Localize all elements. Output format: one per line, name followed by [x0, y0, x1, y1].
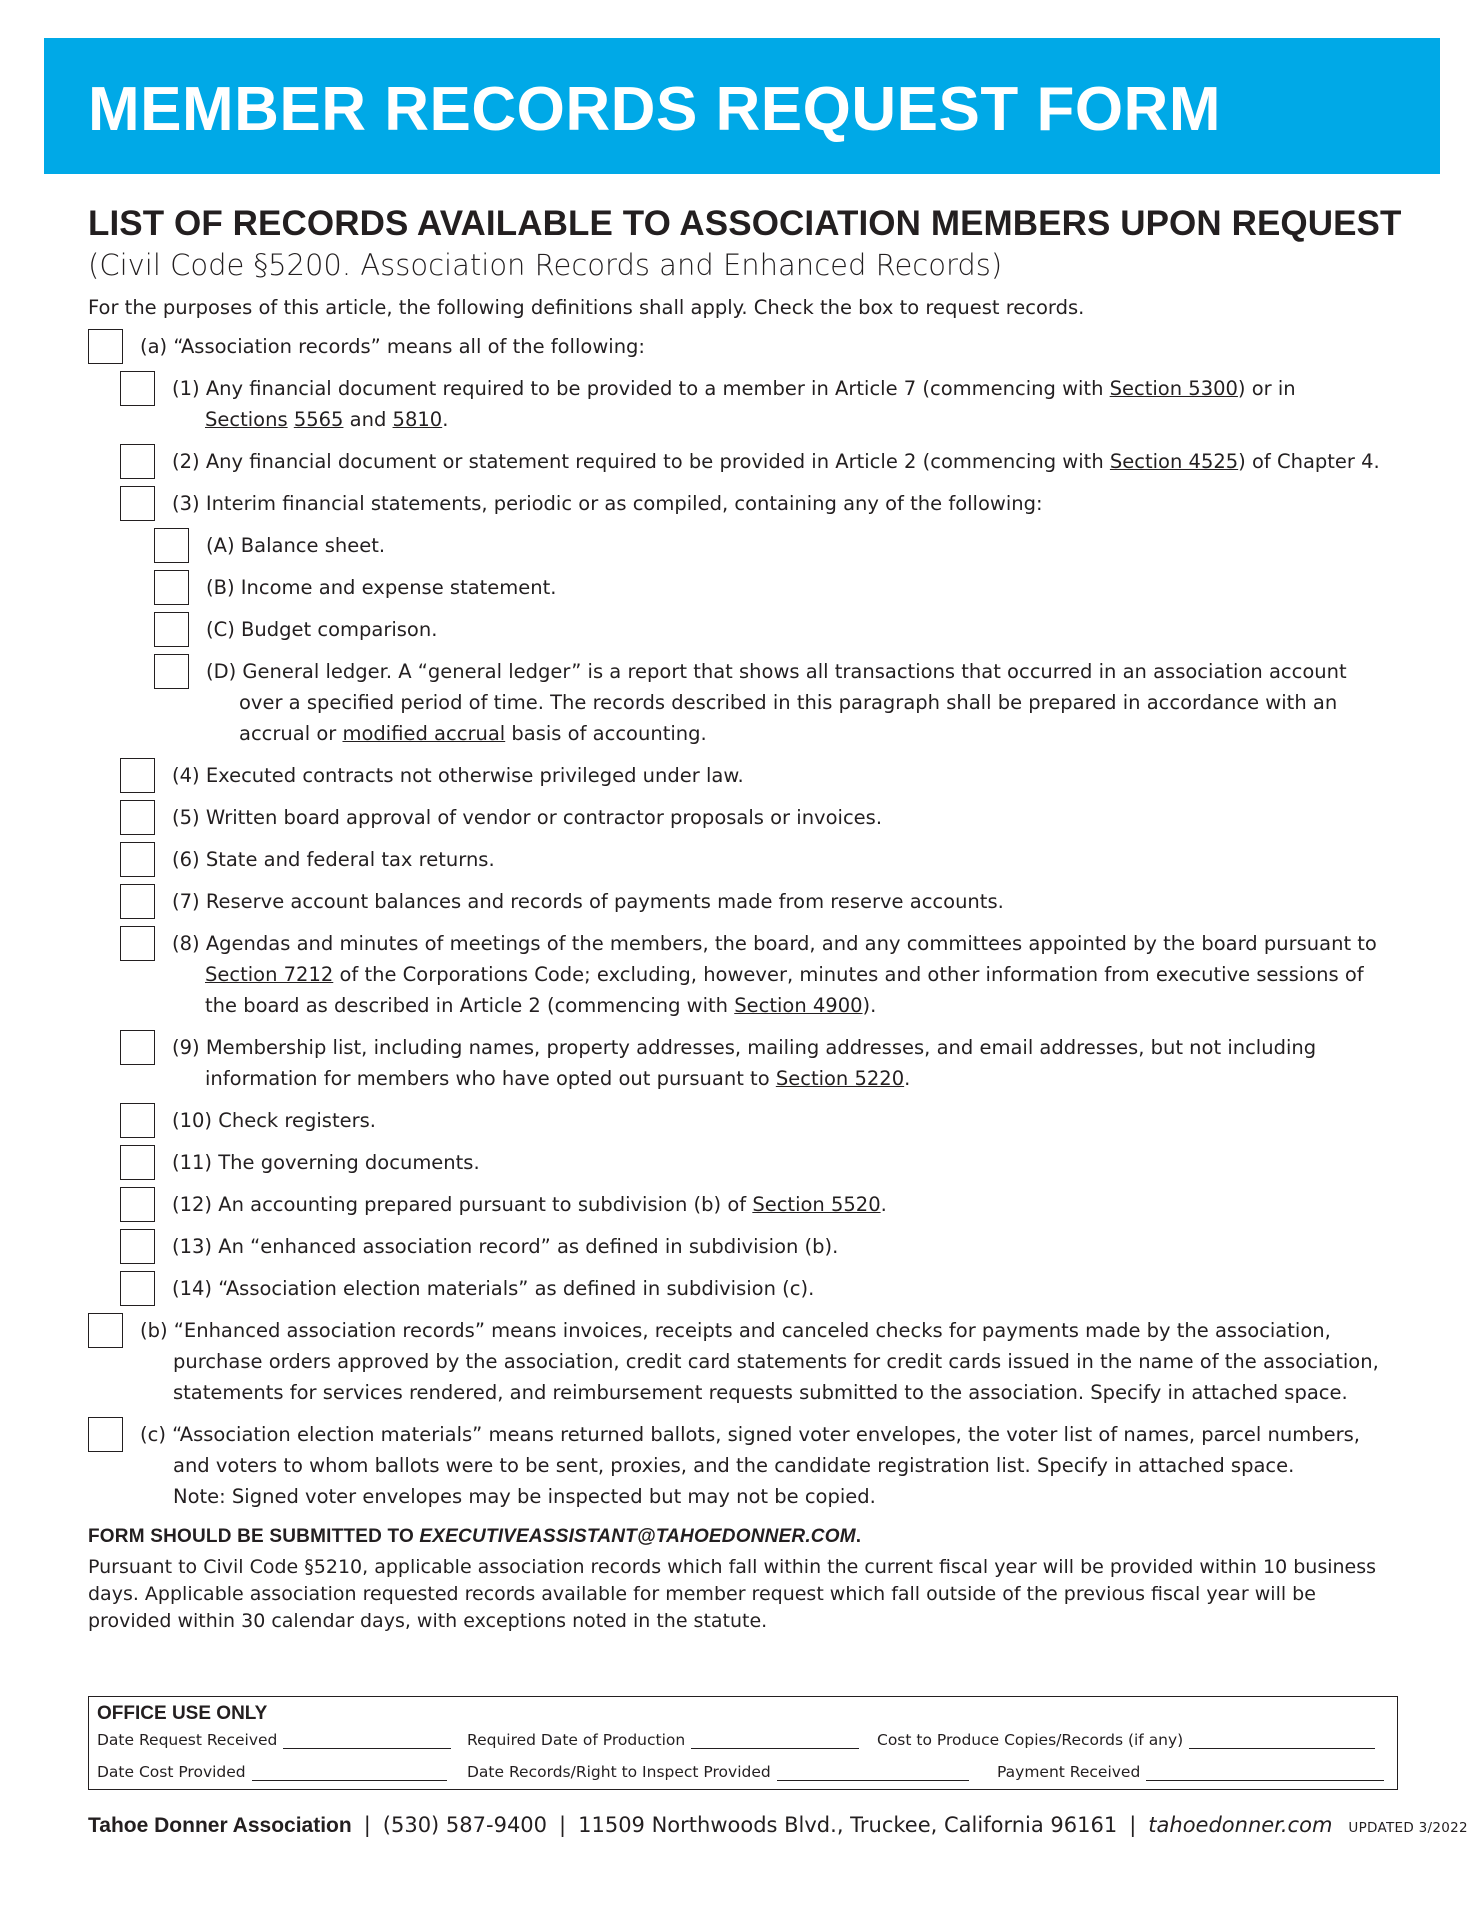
date-request-received-line[interactable] — [283, 1734, 451, 1749]
footer-divider-3: | — [1129, 1813, 1137, 1837]
item-a10 — [120, 1105, 1408, 1136]
item-a4 — [120, 760, 1408, 791]
list-heading: LIST OF RECORDS AVAILABLE TO ASSOCIATION MEMBERS UPON REQUEST — [88, 204, 1402, 243]
checkbox-a12[interactable] — [120, 1187, 155, 1222]
footer-address: 11509 Northwoods Blvd., Truckee, California 96161 — [578, 1813, 1118, 1837]
item-a13-text: (13) An “enhanced association record” as defined in subdivision (b). — [172, 1235, 839, 1258]
link-section-5220[interactable]: Section 5220 — [775, 1067, 905, 1090]
item-a2-line1 — [172, 446, 1408, 477]
item-b-line1: (b) “Enhanced association records” means invoices, receipts and canceled checks for payments made by the association, — [140, 1319, 1331, 1342]
item-a-text: (a) “Association records” means all of the following: — [140, 335, 646, 358]
intro-text: For the purposes of this article, the following definitions shall apply. Check the box to request records. — [88, 296, 1085, 319]
item-a8-line1: (8) Agendas and minutes of meetings of the members, the board, and any committees appointed by the board pursuant to — [172, 932, 1377, 955]
link-section-5565[interactable]: 5565 — [293, 408, 344, 431]
item-a8-text-end: ). — [862, 994, 877, 1017]
item-a3D — [154, 656, 1408, 749]
link-section-5520[interactable]: Section 5520 — [752, 1193, 881, 1216]
item-c — [88, 1419, 1408, 1512]
item-a9 — [120, 1032, 1408, 1094]
item-a6-text: (6) State and federal tax returns. — [172, 848, 495, 871]
item-a1-text-end: ) or in — [1237, 377, 1296, 400]
item-a12-text: (12) An accounting prepared pursuant to subdivision (b) of — [172, 1193, 753, 1216]
form-content — [88, 204, 1408, 1635]
checkbox-a3C[interactable] — [154, 612, 189, 647]
checkbox-a[interactable] — [88, 329, 123, 364]
form-title: MEMBER RECORDS REQUEST FORM — [88, 75, 1221, 144]
submit-body-line3: provided within 30 calendar days, with exceptions noted in the statute. — [88, 1610, 768, 1632]
item-a3B-text: (B) Income and expense statement. — [206, 576, 557, 599]
list-subheading: (Civil Code §5200. Association Records and Enhanced Records) — [88, 248, 1003, 282]
item-a — [88, 331, 1408, 362]
item-c-line3: Note: Signed voter envelopes may be inspected but may not be copied. — [173, 1485, 876, 1508]
item-a8 — [120, 928, 1408, 1021]
cost-to-produce-field[interactable] — [877, 1731, 1375, 1749]
item-a3B — [154, 572, 1408, 603]
link-section-4525[interactable]: Section 4525 — [1109, 450, 1239, 473]
required-date-field[interactable] — [467, 1731, 859, 1749]
submit-body-line2: days. Applicable association requested records available for member request which fall outside of the previous fiscal year will be — [88, 1583, 1316, 1605]
footer-phone: (530) 587-9400 — [382, 1813, 548, 1837]
date-cost-provided-label: Date Cost Provided — [97, 1763, 246, 1781]
date-request-received-label: Date Request Received — [97, 1731, 278, 1749]
submit-heading — [88, 1526, 1408, 1548]
checkbox-c[interactable] — [88, 1417, 123, 1452]
item-c-line2: and voters to whom ballots were to be sent, proxies, and the candidate registration list. Specify in attached space. — [173, 1454, 1295, 1477]
submit-email-link[interactable]: EXECUTIVEASSISTANT@TAHOEDONNER.COM — [419, 1526, 856, 1547]
item-a1-period: . — [442, 408, 449, 431]
cost-to-produce-line[interactable] — [1189, 1734, 1375, 1749]
item-a4-text: (4) Executed contracts not otherwise privileged under law. — [172, 764, 744, 787]
link-section-4900[interactable]: Section 4900 — [734, 994, 863, 1017]
required-date-label: Required Date of Production — [467, 1731, 686, 1749]
item-a7 — [120, 886, 1408, 917]
office-use-box — [88, 1696, 1398, 1790]
submit-body — [88, 1554, 1408, 1635]
checkbox-a9[interactable] — [120, 1030, 155, 1065]
item-a1 — [120, 373, 1408, 435]
item-a10-text: (10) Check registers. — [172, 1109, 376, 1132]
item-a8-line2 — [172, 959, 1408, 990]
checkbox-a13[interactable] — [120, 1229, 155, 1264]
item-a1-line1 — [172, 373, 1408, 404]
item-b — [88, 1315, 1408, 1408]
payment-received-field[interactable] — [997, 1763, 1384, 1781]
submit-heading-text: FORM SHOULD BE SUBMITTED TO — [88, 1526, 420, 1547]
item-a1-text: (1) Any financial document required to be provided to a member in Article 7 (commencing with — [172, 377, 1110, 400]
checkbox-a8[interactable] — [120, 926, 155, 961]
date-records-provided-field[interactable] — [467, 1763, 969, 1781]
checkbox-a7[interactable] — [120, 884, 155, 919]
payment-received-line[interactable] — [1146, 1766, 1384, 1781]
item-a8-text: of the Corporations Code; excluding, however, minutes and other information from executive sessions of — [333, 963, 1364, 986]
item-a9-text-end: . — [904, 1067, 911, 1090]
item-a1-and: and — [343, 408, 393, 431]
cost-to-produce-label: Cost to Produce Copies/Records (if any) — [877, 1731, 1184, 1749]
item-a8-text-2: the board as described in Article 2 (commencing with — [205, 994, 735, 1017]
item-a3C — [154, 614, 1408, 645]
item-a2-text-end: ) of Chapter 4. — [1238, 450, 1380, 473]
date-cost-provided-field[interactable] — [97, 1763, 447, 1781]
submit-heading-end: . — [855, 1526, 862, 1547]
item-a12-text-end: . — [880, 1193, 887, 1216]
checkbox-a3A[interactable] — [154, 528, 189, 563]
records-checklist — [88, 331, 1408, 1512]
link-section-5300[interactable]: Section 5300 — [1109, 377, 1238, 400]
date-cost-provided-line[interactable] — [252, 1766, 447, 1781]
item-a8-line3 — [172, 990, 1408, 1021]
item-a3D-text-end: basis of accounting. — [505, 722, 707, 745]
date-records-provided-label: Date Records/Right to Inspect Provided — [467, 1763, 771, 1781]
checkbox-a2[interactable] — [120, 444, 155, 479]
checkbox-a14[interactable] — [120, 1271, 155, 1306]
footer — [88, 1813, 1468, 1838]
item-a3D-text: accrual or — [239, 722, 343, 745]
item-a13 — [120, 1231, 1408, 1262]
footer-divider-1: | — [363, 1813, 371, 1837]
footer-divider-2: | — [559, 1813, 567, 1837]
item-a3D-line1: (D) General ledger. A “general ledger” is a report that shows all transactions that occurred in an association account — [206, 660, 1347, 683]
checkbox-a3B[interactable] — [154, 570, 189, 605]
footer-org: Tahoe Donner Association — [88, 1814, 352, 1837]
checkbox-a6[interactable] — [120, 842, 155, 877]
header-banner — [44, 38, 1440, 174]
required-date-line[interactable] — [691, 1734, 859, 1749]
item-a11-text: (11) The governing documents. — [172, 1151, 480, 1174]
item-a12-line1 — [172, 1189, 1408, 1220]
item-a1-line2 — [172, 404, 1408, 435]
office-row-1 — [97, 1727, 1389, 1757]
link-section-7212[interactable]: Section 7212 — [205, 963, 334, 986]
office-use-title: OFFICE USE ONLY — [97, 1703, 268, 1724]
link-sections[interactable]: Sections — [205, 408, 288, 431]
checkbox-a1[interactable] — [120, 371, 155, 406]
item-b-line2: purchase orders approved by the association, credit card statements for credit cards issued in the name of the association, — [173, 1350, 1379, 1373]
checkbox-a4[interactable] — [120, 758, 155, 793]
item-a9-line1: (9) Membership list, including names, property addresses, mailing addresses, and email addresses, but not including — [172, 1036, 1317, 1059]
footer-website[interactable]: tahoedonner.com — [1148, 1813, 1333, 1837]
item-a9-line2 — [172, 1063, 1408, 1094]
checkbox-a3D[interactable] — [154, 654, 189, 689]
date-records-provided-line[interactable] — [777, 1766, 969, 1781]
link-modified-accrual[interactable]: modified accrual — [342, 722, 506, 745]
item-a3 — [120, 488, 1408, 519]
item-a3C-text: (C) Budget comparison. — [206, 618, 438, 641]
item-a14-text: (14) “Association election materials” as defined in subdivision (c). — [172, 1277, 815, 1300]
item-a12 — [120, 1189, 1408, 1220]
item-a11 — [120, 1147, 1408, 1178]
footer-updated: UPDATED 3/2022 — [1348, 1820, 1468, 1836]
date-request-received-field[interactable] — [97, 1731, 451, 1749]
checkbox-a11[interactable] — [120, 1145, 155, 1180]
item-a5 — [120, 802, 1408, 833]
item-a3A — [154, 530, 1408, 561]
item-a6 — [120, 844, 1408, 875]
item-c-line1: (c) “Association election materials” means returned ballots, signed voter envelopes, the voter list of names, parcel numbers, — [140, 1423, 1360, 1446]
submit-body-line1: Pursuant to Civil Code §5210, applicable association records which fall within the current fiscal year will be provided within 10 business — [88, 1556, 1377, 1578]
item-a2-text: (2) Any financial document or statement required to be provided in Article 2 (commencing with — [172, 450, 1110, 473]
checkbox-a10[interactable] — [120, 1103, 155, 1138]
item-a2 — [120, 446, 1408, 477]
item-a9-text: information for members who have opted out pursuant to — [205, 1067, 776, 1090]
item-a3D-line3 — [206, 718, 1408, 749]
checkbox-a3[interactable] — [120, 486, 155, 521]
office-row-2 — [97, 1759, 1389, 1789]
item-a3D-line2: over a specified period of time. The records described in this paragraph shall be prepared in accordance with an — [239, 691, 1338, 714]
checkbox-b[interactable] — [88, 1313, 123, 1348]
item-a14 — [120, 1273, 1408, 1304]
item-b-line3: statements for services rendered, and reimbursement requests submitted to the association. Specify in attached space. — [173, 1381, 1348, 1404]
item-a5-text: (5) Written board approval of vendor or contractor proposals or invoices. — [172, 806, 883, 829]
checkbox-a5[interactable] — [120, 800, 155, 835]
item-a3A-text: (A) Balance sheet. — [206, 534, 386, 557]
link-section-5810[interactable]: 5810 — [392, 408, 443, 431]
item-a3-text: (3) Interim financial statements, periodic or as compiled, containing any of the following: — [172, 492, 1043, 515]
payment-received-label: Payment Received — [997, 1763, 1141, 1781]
item-a7-text: (7) Reserve account balances and records of payments made from reserve accounts. — [172, 890, 1004, 913]
